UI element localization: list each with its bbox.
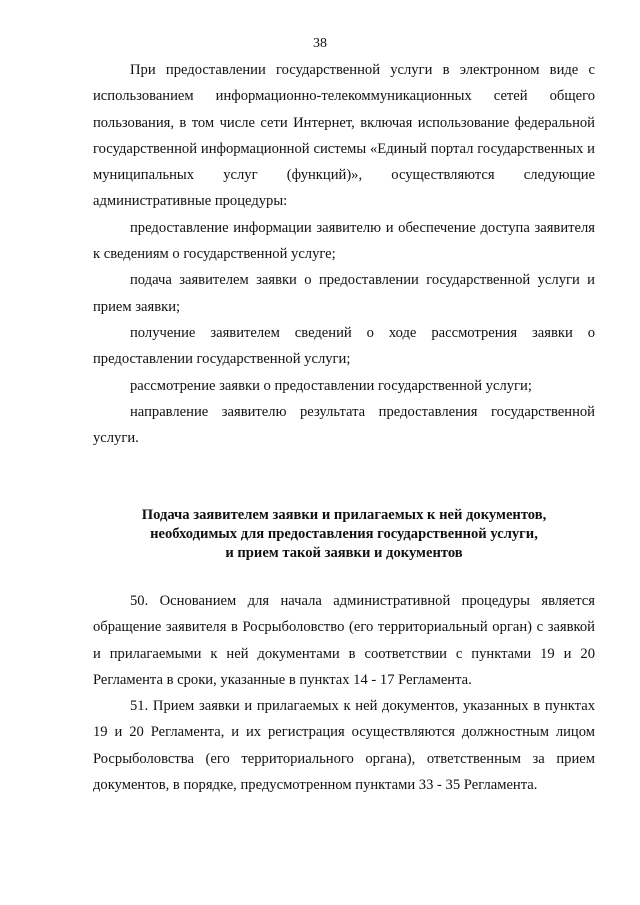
- procedure-item-information: предоставление информации заявителю и обеспечение доступа заявителя к сведениям о государственной услуге;: [93, 219, 595, 263]
- procedure-item-review: рассмотрение заявки о предоставлении государственной услуги;: [130, 377, 532, 394]
- section-heading-line-2: необходимых для предоставления государственной услуги,: [150, 526, 538, 542]
- section-heading-line-3: и прием такой заявки и документов: [225, 545, 463, 561]
- section-heading-line-1: Подача заявителем заявки и прилагаемых к ней документов,: [141, 507, 547, 523]
- section-heading: [93, 506, 595, 563]
- procedure-item-status: получение заявителем сведений о ходе рассмотрения заявки о предоставлении государственной услуги;: [93, 324, 595, 368]
- page-number: 38: [313, 36, 327, 51]
- clause-51: 51. Прием заявки и прилагаемых к ней документов, указанных в пунктах 19 и 20 Регламента, и их регистрация осуществляются должностным лицом Росрыболовства (его территориального органа), ответственным за прием документов, в порядке, предусмотренном пунктами 33 - 35 Регламента.: [93, 698, 595, 794]
- procedures-list-section: [93, 57, 595, 451]
- procedure-item-result: направление заявителю результата предоставления государственной услуги.: [93, 403, 595, 447]
- numbered-clauses-section: [93, 588, 595, 798]
- clause-50: 50. Основанием для начала административной процедуры является обращение заявителя в Росрыболовство (его территориальный орган) с заявкой и прилагаемыми к ней документами в соответствии с пунктами 19 и 20 Регламента в сроки, указанные в пунктах 14 - 17 Регламента.: [93, 593, 595, 688]
- intro-paragraph: При предоставлении государственной услуги в электронном виде с использованием информационно-телекоммуникационных сетей общего пользования, в том числе сети Интернет, включая использование федеральной государственной информационной системы «Единый портал государственных и муниципальных услуг (функций)», осуществляются следующие административные процедуры:: [93, 62, 595, 210]
- procedure-item-submission: подача заявителем заявки о предоставлении государственной услуги и прием заявки;: [93, 272, 595, 315]
